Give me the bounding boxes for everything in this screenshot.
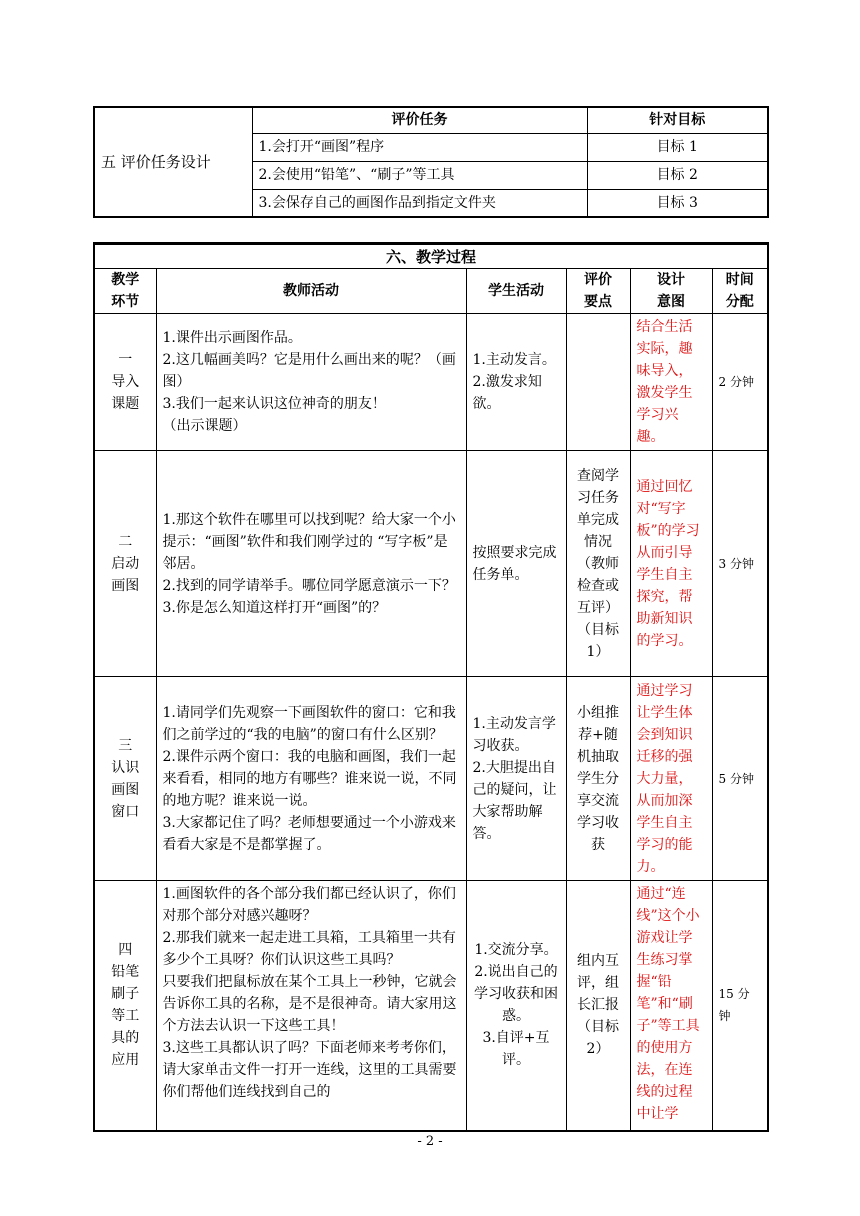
- stage-cell: 三 认识 画图 窗口: [94, 677, 156, 881]
- eval-goal-3: 目标 3: [587, 189, 768, 217]
- design-intent-cell: 通过“连线”这个小游戏让学生练习掌握“铅笔”和“刷子”等工具的使用方法，在连线的过程中让学: [630, 881, 712, 1131]
- design-intent-cell: 结合生活实际，趣味导入，激发学生学习兴趣。: [630, 314, 712, 451]
- table-row: [94, 677, 768, 881]
- teacher-activity-cell: 1.那这个软件在哪里可以找到呢？给大家一个小提示：“画图”软件和我们刚学过的 “写字板”是邻居。 2.找到的同学请举手。哪位同学愿意演示一下？ 3.你是怎么知道这样打开“画图”的？: [156, 451, 466, 677]
- teacher-activity-cell: 1.课件出示画图作品。 2.这几幅画美吗？它是用什么画出来的呢？（画图） 3.我们一起来认识这位神奇的朋友！ （出示课题）: [156, 314, 466, 451]
- time-cell: 15 分钟: [712, 881, 768, 1131]
- time-cell: 2 分钟: [712, 314, 768, 451]
- page-number: - 2 -: [417, 1134, 443, 1149]
- eval-goal-1: 目标 1: [587, 133, 768, 161]
- student-activity-cell: 1.主动发言。 2.激发求知欲。: [466, 314, 566, 451]
- teacher-activity-cell: 1.画图软件的各个部分我们都已经认识了，你们对那个部分对感兴趣呀？ 2.那我们就来一起走进工具箱，工具箱里一共有多少个工具呀？你们认识这些工具吗？ 只要我们把鼠标放在某个工具上一秒钟，它就会告诉你工具的名称，是不是很神奇。请大家用这个方法去认识一下这些工具！ 3.这些工具都认识了吗？下面老师来考考你们，请大家单击文件一打开一连线，这里的工具需要你们帮他们连线找到自己的: [156, 881, 466, 1131]
- header-stage: 教学 环节: [94, 269, 156, 314]
- table-row: [94, 314, 768, 451]
- student-activity-cell: 1.主动发言学习收获。 2.大胆提出自己的疑问，让大家帮助解答。: [466, 677, 566, 881]
- eval-task-1: 1.会打开“画图”程序: [252, 133, 587, 161]
- table-row: [94, 881, 768, 1131]
- stage-cell: 四 铅笔 刷子 等工 具的 应用: [94, 881, 156, 1131]
- eval-header-task: 评价任务: [252, 107, 587, 133]
- eval-point-cell: 小组推荐+随机抽取学生分享交流学习收获: [566, 677, 630, 881]
- header-teacher: 教师活动: [156, 269, 466, 314]
- eval-point-cell: 组内互评，组长汇报（目标 2）: [566, 881, 630, 1131]
- eval-goal-2: 目标 2: [587, 161, 768, 189]
- header-time: 时间 分配: [712, 269, 768, 314]
- eval-section-title: 五 评价任务设计: [94, 107, 252, 217]
- eval-header-goal: 针对目标: [587, 107, 768, 133]
- process-title: 六、教学过程: [94, 245, 768, 269]
- time-cell: 3 分钟: [712, 451, 768, 677]
- stage-cell: 一 导入 课题: [94, 314, 156, 451]
- teacher-activity-cell: 1.请同学们先观察一下画图软件的窗口：它和我们之前学过的“我的电脑”的窗口有什么区别？ 2.课件示两个窗口：我的电脑和画图，我们一起来看看，相同的地方有哪些？谁来说一说，不同的地方呢？谁来说一说。 3.大家都记住了吗？老师想要通过一个小游戏来看看大家是不是都掌握了。: [156, 677, 466, 881]
- table-row: [94, 451, 768, 677]
- design-intent-cell: 通过回忆对“写字板”的学习从而引导学生自主探究，帮助新知识的学习。: [630, 451, 712, 677]
- eval-task-3: 3.会保存自己的画图作品到指定文件夹: [252, 189, 587, 217]
- eval-point-cell: 查阅学习任务单完成情况（教师检查或互评）（目标 1）: [566, 451, 630, 677]
- stage-cell: 二 启动 画图: [94, 451, 156, 677]
- teaching-process-table: [93, 242, 769, 1132]
- design-intent-cell: 通过学习让学生体会到知识迁移的强大力量，从而加深学生自主学习的能力。: [630, 677, 712, 881]
- time-cell: 5 分钟: [712, 677, 768, 881]
- eval-point-cell: [566, 314, 630, 451]
- evaluation-task-table: [93, 106, 769, 218]
- header-design: 设计 意图: [630, 269, 712, 314]
- student-activity-cell: 1.交流分享。 2.说出自己的学习收获和困惑。 3.自评+互评。: [466, 881, 566, 1131]
- header-student: 学生活动: [466, 269, 566, 314]
- header-eval: 评价 要点: [566, 269, 630, 314]
- eval-task-2: 2.会使用“铅笔”、“刷子”等工具: [252, 161, 587, 189]
- student-activity-cell: 按照要求完成任务单。: [466, 451, 566, 677]
